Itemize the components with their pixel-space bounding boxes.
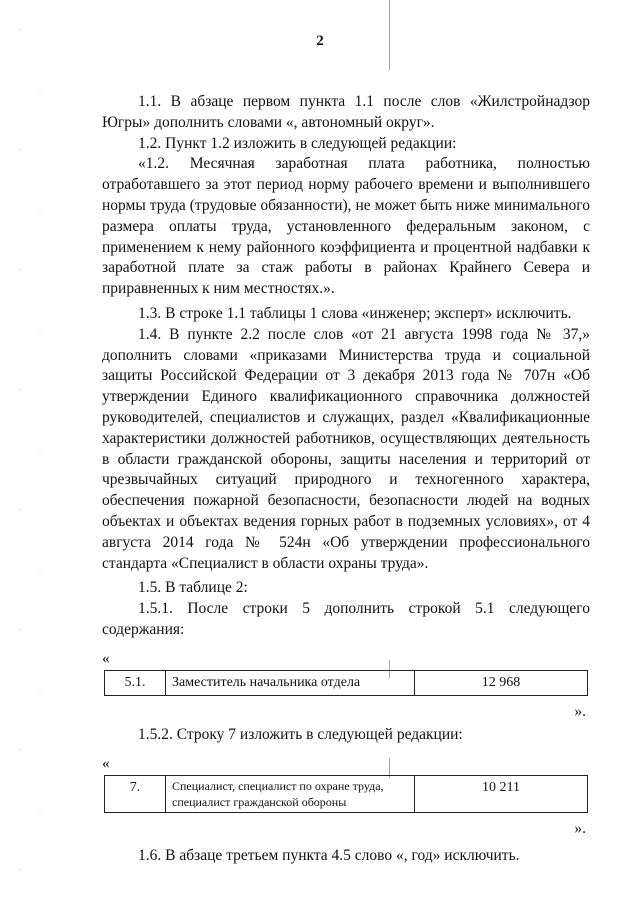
paragraph-1-6: 1.6. В абзаце третьем пункта 4.5 слово «, год» исключить. bbox=[138, 846, 520, 864]
close-quote-2: ». bbox=[574, 819, 586, 837]
table-row bbox=[105, 775, 588, 812]
table1-position: Заместитель начальника отдела bbox=[166, 670, 415, 696]
table1-num: 5.1. bbox=[105, 670, 166, 696]
amendment-table-1 bbox=[104, 670, 588, 697]
table1-value: 12 968 bbox=[415, 670, 588, 696]
close-quote-1: ». bbox=[574, 703, 586, 721]
amendment-table-2 bbox=[104, 775, 588, 813]
scan-edge-noise bbox=[0, 0, 58, 905]
paragraph-1-5-2: 1.5.2. Строку 7 изложить в следующей редакции: bbox=[138, 726, 463, 744]
open-quote-2: « bbox=[102, 754, 110, 772]
paragraph-1-1: 1.1. В абзаце первом пункта 1.1 после слов «Жилстройнадзор Югры» дополнить словами «, автономный округ». bbox=[102, 93, 590, 131]
paragraph-1-2-quote: «1.2. Месячная заработная плата работника, полностью отработавшего за этот период норму рабочего времени и выполнившего нормы труда (трудовые обязанности), не может быть ниже минимального размера оплаты труда, установленного федеральным законом, с применением к нему районного коэффициента и процентной надбавки к заработной плате за стаж работы в районах Крайнего Севера и приравненных к ним местностях.». bbox=[102, 155, 590, 298]
paragraph-1-5: 1.5. В таблице 2: bbox=[138, 579, 248, 597]
paragraph-1-5-1: 1.5.1. После строки 5 дополнить строкой 5.1 следующего содержания: bbox=[102, 600, 590, 638]
paragraph-1-3: 1.3. В строке 1.1 таблицы 1 слова «инженер; эксперт» исключить. bbox=[138, 304, 572, 322]
paragraph-1-4: 1.4. В пункте 2.2 после слов «от 21 августа 1998 года № 37,» дополнить словами «приказами Министерства труда и социальной защиты Российской Федерации от 3 декабря 2013 года № 707н «Об утверждении Единого квалификационного справочника должностей руководителей, специалистов и служащих, раздел «Квалификационные характеристики должностей работников, осуществляющих деятельность в области гражданской обороны, защиты населения и территорий от чрезвычайных ситуаций природного и техногенного характера, обеспечения пожарной безопасности, безопасности людей на водных объектах и объектах ведения горных работ в подземных условиях», от 4 августа 2014 года № 524н «Об утверждении профессионального стандарта «Специалист в области охраны труда». bbox=[102, 325, 590, 572]
table2-value: 10 211 bbox=[415, 775, 588, 812]
paragraph-1-2: 1.2. Пункт 1.2 изложить в следующей редакции: bbox=[138, 134, 457, 152]
table-row bbox=[105, 670, 588, 696]
open-quote-1: « bbox=[102, 649, 110, 667]
page-number: 2 bbox=[316, 33, 324, 49]
table2-position: Специалист, специалист по охране труда, специалист гражданской обороны bbox=[166, 775, 415, 812]
table2-num: 7. bbox=[105, 775, 166, 812]
document-body bbox=[102, 92, 590, 866]
